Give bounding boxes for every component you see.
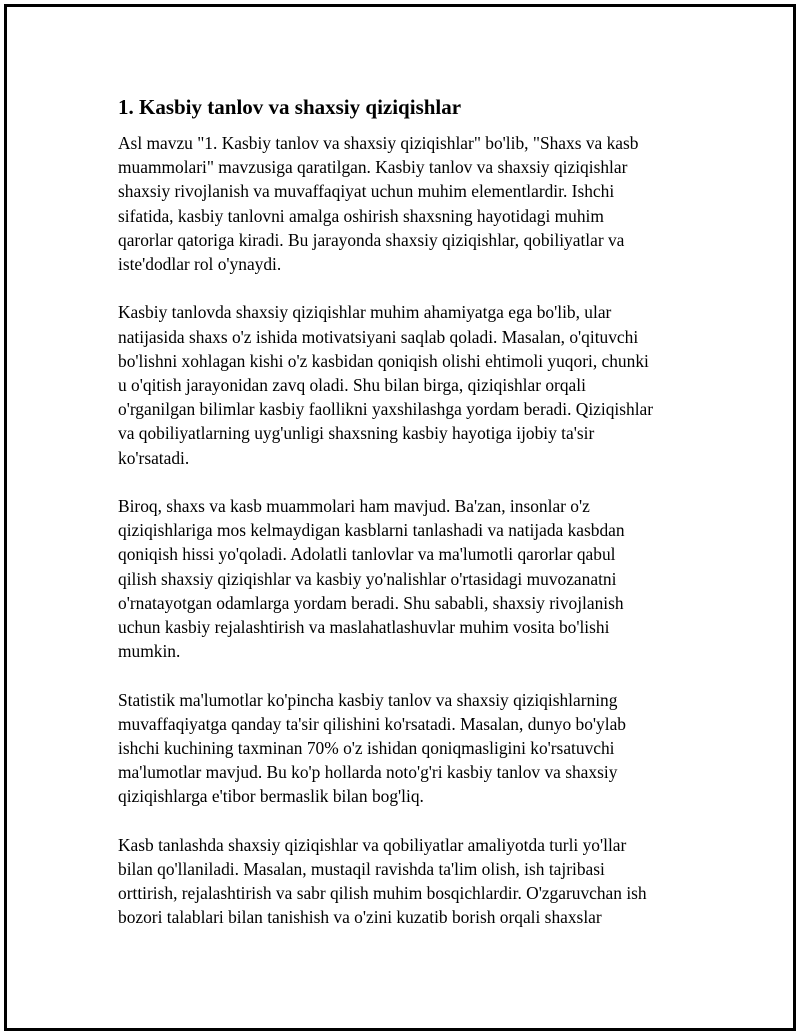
paragraph-line: bo'lishni xohlagan kishi o'z kasbidan qoniqish olishi ehtimoli yuqori, chunki [118, 350, 649, 371]
paragraph-line: shaxsiy rivojlanish va muvaffaqiyat uchun muhim elementlardir. Ishchi [118, 181, 615, 202]
paragraph-line: o'rnatayotgan odamlarga yordam beradi. Shu sababli, shaxsiy rivojlanish [118, 592, 624, 613]
paragraph-line: ko'rsatadi. [118, 447, 190, 468]
paragraph-line: bilan qo'llaniladi. Masalan, mustaqil ravishda ta'lim olish, ish tajribasi [118, 859, 605, 880]
paragraph-line: bozori talablari bilan tanishish va o'zini kuzatib borish orqali shaxslar [118, 907, 602, 928]
paragraph-line: sifatida, kasbiy tanlovni amalga oshirish shaxsning hayotidagi muhim [118, 205, 604, 226]
paragraph-5 [118, 833, 708, 930]
section-heading: 1. Kasbiy tanlov va shaxsiy qiziqishlar [118, 95, 462, 119]
paragraph-line: Asl mavzu "1. Kasbiy tanlov va shaxsiy qiziqishlar" bo'lib, "Shaxs va kasb [118, 133, 639, 153]
paragraph-line: natijasida shaxs o'z ishida motivatsiyani saqlab qoladi. Masalan, o'qituvchi [118, 326, 639, 347]
paragraph-line: Kasb tanlashda shaxsiy qiziqishlar va qobiliyatlar amaliyotda turli yo'llar [118, 834, 627, 855]
paragraph-line: qiziqishlarga e'tibor bermaslik bilan bog'liq. [118, 786, 424, 807]
paragraph-line: qiziqishlariga mos kelmaydigan kasblarni tanlashadi va natijada kasbdan [118, 520, 625, 541]
paragraph-line: mumkin. [118, 641, 181, 662]
paragraph-line: ma'lumotlar mavjud. Bu ko'p hollarda noto'g'ri kasbiy tanlov va shaxsiy [118, 762, 618, 783]
document-body [118, 93, 708, 954]
paragraph-4 [118, 688, 708, 809]
paragraph-line: Statistik ma'lumotlar ko'pincha kasbiy tanlov va shaxsiy qiziqishlarning [118, 689, 618, 710]
paragraph-line: u o'qitish jarayonidan zavq oladi. Shu bilan birga, qiziqishlar orqali [118, 375, 586, 396]
paragraph-line: Kasbiy tanlovda shaxsiy qiziqishlar muhim ahamiyatga ega bo'lib, ular [118, 302, 612, 323]
paragraph-line: qilish shaxsiy qiziqishlar va kasbiy yo'nalishlar o'rtasidagi muvozanatni [118, 568, 617, 589]
paragraph-line: muammolari" mavzusiga qaratilgan. Kasbiy tanlov va shaxsiy qiziqishlar [118, 157, 628, 178]
paragraph-line: uchun kasbiy rejalashtirish va maslahatlashuvlar muhim vosita bo'lishi [118, 617, 610, 638]
paragraph-line: qarorlar qatoriga kiradi. Bu jarayonda shaxsiy qiziqishlar, qobiliyatlar va [118, 229, 625, 250]
paragraph-line: o'rganilgan bilimlar kasbiy faollikni yaxshilashga yordam beradi. Qiziqishlar [118, 399, 654, 420]
paragraph-3 [118, 494, 708, 663]
paragraph-1 [118, 131, 708, 276]
paragraph-line: orttirish, rejalashtirish va sabr qilish muhim bosqichlardir. O'zgaruvchan ish [118, 883, 647, 904]
paragraph-2 [118, 300, 708, 469]
paragraph-line: muvaffaqiyatga qanday ta'sir qilishini ko'rsatadi. Masalan, dunyo bo'ylab [118, 713, 626, 734]
paragraph-line: va qobiliyatlarning uyg'unligi shaxsning kasbiy hayotiga ijobiy ta'sir [118, 423, 595, 444]
paragraph-line: ishchi kuchining taxminan 70% o'z ishidan qoniqmasligini ko'rsatuvchi [118, 738, 615, 759]
paragraph-line: iste'dodlar rol o'ynaydi. [118, 254, 282, 275]
paragraph-line: Biroq, shaxs va kasb muammolari ham mavjud. Ba'zan, insonlar o'z [118, 496, 590, 517]
paragraph-line: qoniqish hissi yo'qoladi. Adolatli tanlovlar va ma'lumotli qarorlar qabul [118, 544, 616, 565]
